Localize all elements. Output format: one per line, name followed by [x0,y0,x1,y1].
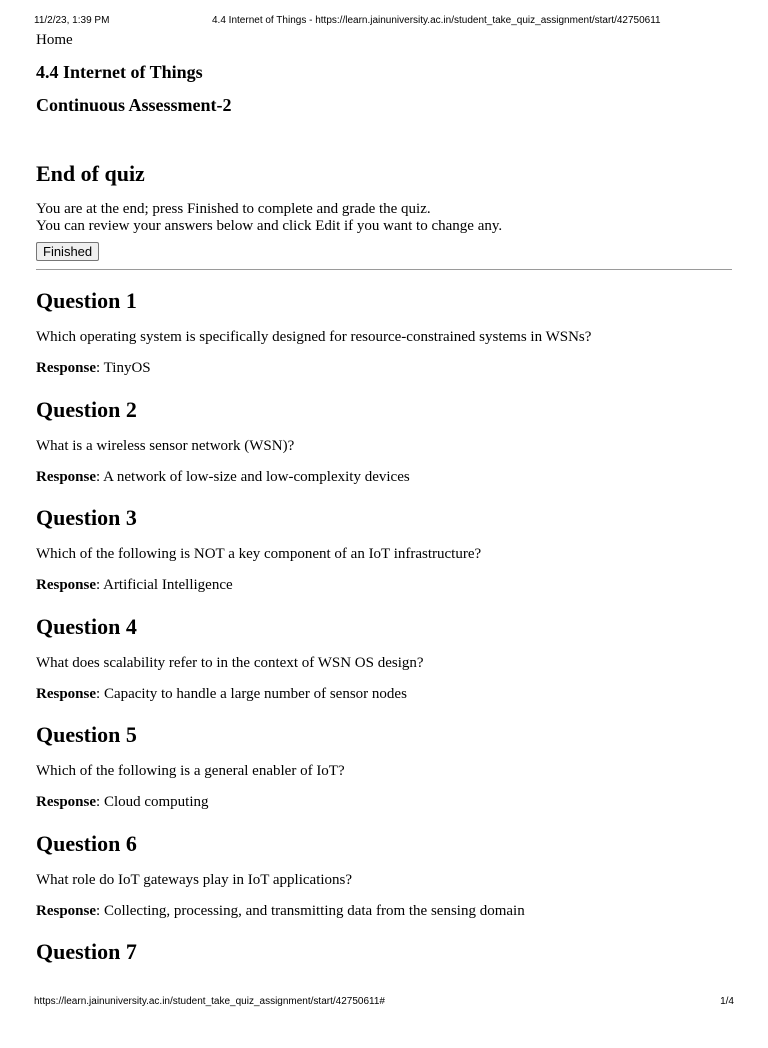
response-label: Response [36,902,97,919]
response-value: Artificial Intelligence [103,577,233,593]
question-response: Response: Capacity to handle a large number of sensor nodes [36,685,407,702]
question-text: What is a wireless sensor network (WSN)? [36,437,295,454]
question-response: Response: A network of low-size and low-complexity devices [36,468,410,485]
print-footer [34,996,734,1010]
main-content [36,31,732,1048]
question-6 [36,831,732,940]
response-value: TinyOS [103,360,151,376]
question-heading: Question 7 [36,939,137,964]
intro-line-2: You can review your answers below and click Edit if you want to change any. [36,218,503,234]
intro-text [36,201,732,235]
question-text: Which of the following is a general enabler of IoT? [36,763,345,779]
question-response: Response: Cloud computing [36,794,209,810]
question-response: Response: TinyOS [36,360,151,376]
response-value: Cloud computing [103,794,209,810]
response-label: Response [36,468,97,485]
question-heading: Question 5 [36,722,137,747]
question-3 [36,505,732,614]
question-2 [36,397,732,506]
response-value: Collecting, processing, and transmitting data from the sensing domain [103,902,525,919]
course-title: 4.4 Internet of Things [36,62,203,82]
question-4 [36,614,732,723]
page-number: 1/4 [720,996,734,1007]
question-text: Which operating system is specifically designed for resource-constrained systems in WSNs? [36,329,592,345]
home-link[interactable]: Home [36,32,73,48]
question-heading: Question 4 [36,613,137,639]
response-label: Response [36,794,97,810]
response-label: Response [36,685,97,702]
question-text: What does scalability refer to in the context of WSN OS design? [36,654,424,671]
finished-button[interactable]: Finished [36,242,99,261]
question-response: Response: Collecting, processing, and transmitting data from the sensing domain [36,902,525,919]
print-date: 11/2/23, 1:39 PM [34,15,110,26]
question-list [36,288,732,1048]
question-heading: Question 3 [36,505,137,530]
question-heading: Question 6 [36,830,137,856]
print-header [34,15,734,29]
assessment-title: Continuous Assessment-2 [36,95,232,115]
response-label: Response [36,577,97,593]
end-of-quiz-heading: End of quiz [36,161,145,186]
response-value: A network of low-size and low-complexity devices [103,468,410,485]
question-1 [36,288,732,397]
response-value: Capacity to handle a large number of sensor nodes [103,685,407,702]
question-response: Response: Artificial Intelligence [36,577,233,593]
question-5 [36,722,732,831]
question-text: What role do IoT gateways play in IoT applications? [36,871,353,888]
response-label: Response [36,360,97,376]
divider [36,269,732,270]
print-page-title: 4.4 Internet of Things - https://learn.jainuniversity.ac.in/student_take_quiz_assignment/start/42750611 [212,15,661,26]
question-heading: Question 1 [36,288,137,313]
question-text: Which of the following is NOT a key component of an IoT infrastructure? [36,546,482,562]
question-7 [36,939,732,1048]
intro-line-1: You are at the end; press Finished to complete and grade the quiz. [36,201,431,217]
question-heading: Question 2 [36,396,137,422]
print-url: https://learn.jainuniversity.ac.in/student_take_quiz_assignment/start/42750611# [34,996,385,1007]
